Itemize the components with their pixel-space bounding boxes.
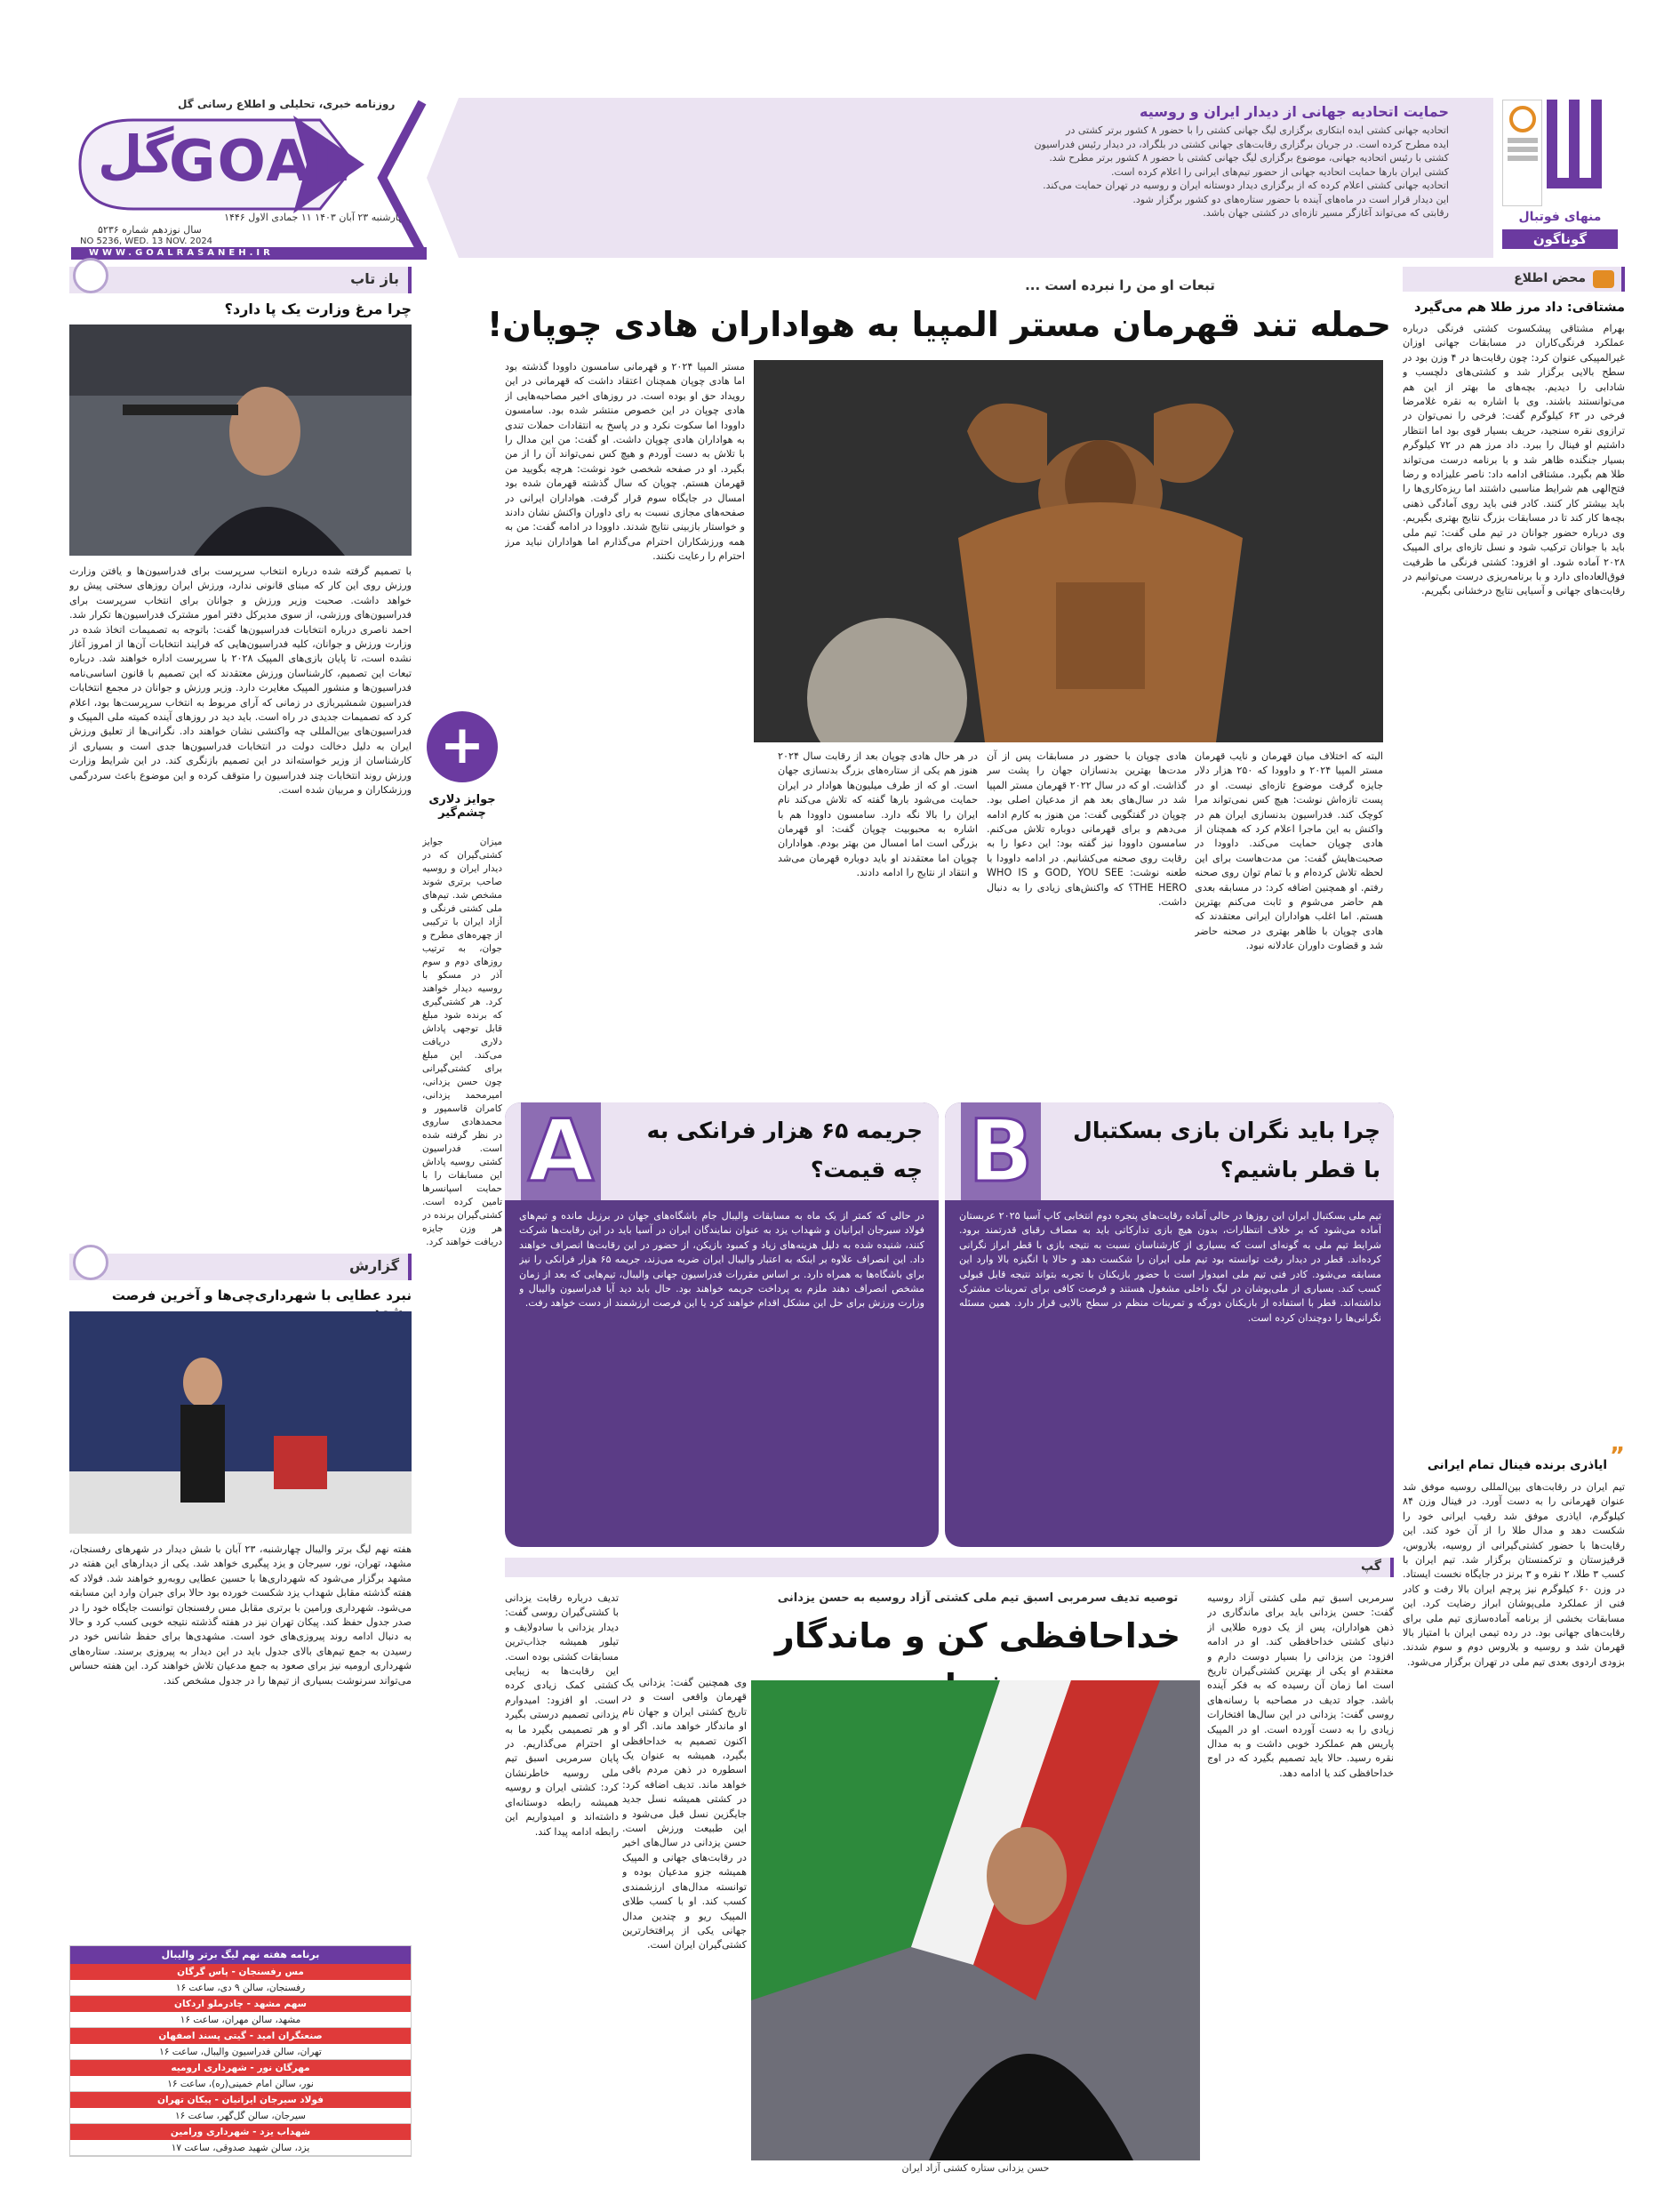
- left-bottom-photo: [69, 1311, 412, 1534]
- main-body-col3: هادی چوپان با حضور در مسابقات پس از آن مدت‌ها بهترین بدنسازان جهان را پشت سر گذاشت. او که در سال ۲۰۲۲ قهرمان مستر المپیا شد در سال‌های بعد هم از مدعیان اصلی بود. چوپان در گفتگویی گفت: من هنوز به کارم ادامه می‌دهم و برای قهرمانی دوباره تلاش می‌کنم. سامسون داوودا نیز گفته بود: این دعوا را به رقابت روی صحنه می‌کشانیم. در ادامه داوودا با طعنه نوشت: GOD, YOU SEE و WHO IS THE HERO؟ که واکنش‌های زیادی را به دنبال داشت.: [987, 750, 1187, 909]
- sponsor-block[interactable]: [1502, 100, 1618, 251]
- left-top-body: با تصمیم گرفته شده درباره انتخاب سرپرست برای فدراسیون‌ها و یافتن وزارت ورزش روی این کار که مبنای قانونی ندارد، ورزش ایران روزهای سختی پیش رو خواهد داشت. صحبت وزیر ورزش و جوانان برای انتخاب سرپرست برای فدراسیون‌های ورزشی، از سوی مدیرکل دفتر امور مشترک فدراسیون‌ها تکرار شد. احمد ناصری درباره انتخابات فدراسیون‌ها گفت: باتوجه به تصمیمات اتخاذ شده در وزارت ورزش و جوانان، کلیه فدراسیون‌هایی که فرایند انتخابات آن‌ها از امروز آغاز نشده است، تا پایان بازی‌های المپیک ۲۰۲۸ با سرپرست اداره خواهند شد. درباره تبعات این تصمیم، کارشناسان ورزش معتقدند که این تصمیم با قانون اساسی‌نامه فدراسیون‌ها و منشور المپیک مغایرت دارد. وزیر ورزش و جوانان در مجمع انتخابات فدراسیون شمشیربازی در زمانی که آرای مربوط به انتخاب سرپرست‌ها بود، اعلام کرد که تصمیمات جدیدی در راه است. باید دید در روزهای آینده کمیته ملی المپیک و فدراسیون‌های بین‌المللی چه واکنشی نشان خواهند داد. نگرانی‌ها از تعلیق ورزش ایران به دلیل دخالت دولت در انتخابات فدراسیون‌ها جدی است و بسیاری از کارشناسان از وزیر خواسته‌اند در این تصمیم بازنگری کند. در این شرایط وزارت ورزش روند انتخابات چند فدراسیون را متوقف کرده و این موضوع باعث سردرگمی ورزشکاران و مربیان شده است.: [69, 565, 412, 797]
- story-a-letter: A: [521, 1102, 601, 1200]
- website-url: WWW.GOALRASANEH.IR: [89, 248, 274, 258]
- issue-meta: سال نوزدهم شماره ۵۲۳۶: [98, 224, 202, 236]
- left-bottom-title: نبرد عطایی با شهرداری‌چی‌ها و آخرین فرصت: [111, 1287, 412, 1303]
- schedule-match: سهم مشهد - چادرملو اردکان: [70, 1996, 411, 2012]
- schedule-match: صنعتگران امید - گیتی پسند اصفهان: [70, 2028, 411, 2044]
- plus-icon: +: [427, 711, 498, 782]
- headline-box-lines: [747, 124, 1449, 220]
- plus-column: [422, 711, 502, 1627]
- schedule-time: تهران، سالن فدراسیون والیبال، ساعت ۱۶: [70, 2044, 411, 2060]
- schedule-time: یزد، سالن شهید صدوقی، ساعت ۱۷: [70, 2140, 411, 2156]
- gap-title: خداحافظی کن و ماندگار: [774, 1616, 1181, 1655]
- headline-box[interactable]: [738, 98, 1458, 258]
- headline-box-line: کشتی با رئیس اتحادیه جهانی، موضوع برگزاری لیگ جهانی کشتی با حضور ۸ کشور برتر مطرح شد.: [1049, 152, 1449, 164]
- headline-box-line: ایده مطرح کرده است. در جریان برگزاری رقابت‌های جهانی کشتی در بلگراد، در دیدار رئیس فدراسیون: [1034, 138, 1449, 150]
- issue-date: چهارشنبه ۲۳ آبان ۱۴۰۳ ۱۱ جمادی الاول ۱۴۴۶: [224, 212, 409, 223]
- sponsor-mark: [1547, 100, 1618, 206]
- gap-label: گپ: [1361, 1559, 1381, 1574]
- schedule-match: مس رفسنجان - پاس گرگان: [70, 1964, 411, 1980]
- gap-header[interactable]: [505, 1558, 1394, 1577]
- tagline: روزنامه خبری، تحلیلی و اطلاع رسانی گل: [178, 98, 396, 110]
- right-body-2: تیم ایران در رقابت‌های بین‌المللی روسیه موفق شد عنوان قهرمانی را به دست آورد. در فینال وزن ۸۴ کیلوگرم، ایاذری موفق شد رقیب ایرانی خود را شکست دهد و مدال طلا را از آن خود کند. این رقابت‌ها با حضور کشتی‌گیرانی از روسیه، بلاروس، قرقیزستان و ترکمنستان برگزار شد. تیم ایران با کسب ۳ طلا، ۲ نقره و ۳ برنز در جایگاه نخست ایستاد. در وزن ۶۰ کیلوگرم نیز پرچم ایران بالا رفت و کادر فنی از عملکرد ملی‌پوشان ابراز رضایت کرد. این مسابقات بخشی از برنامه آماده‌سازی تیم ملی برای رقابت‌های جهانی بود. در رده تیمی ایران با امتیاز بالا قهرمان شد و روسیه و بلاروس دوم و سوم شدند. بزودی اردوی بعدی تیم ملی در تهران برگزار می‌شود.: [1403, 1481, 1625, 1668]
- headline-box-line: این دیدار قرار است در ماه‌های آینده با حضور ستاره‌های دو کشور برگزار شود.: [1132, 193, 1449, 205]
- left-top-header[interactable]: [69, 267, 412, 293]
- section-tag[interactable]: [1403, 267, 1625, 292]
- story-a[interactable]: [505, 1102, 939, 1547]
- masthead: [0, 0, 1680, 267]
- gap-col2: وی همچنین گفت: یزدانی یک قهرمان واقعی است و در تاریخ کشتی ایران و جهان نام او ماندگار خواهد ماند. اگر او اکنون تصمیم به خداحافظی بگیرد، همیشه به عنوان یک اسطوره در ذهن مردم باقی خواهد ماند. تدیف اضافه کرد: در کشتی همیشه نسل جدید جایگزین نسل قبل می‌شود و این طبیعت ورزش است. حسن یزدانی در سال‌های اخیر در رقابت‌های جهانی و المپیک همیشه جزو مدعیان بوده و توانسته مدال‌های ارزشمندی کسب کند. او با کسب طلای المپیک ریو و چندین مدال جهانی یکی از پرافتخارترین کشتی‌گیران ایران است.: [622, 1677, 747, 1952]
- sponsor-logo: [1502, 100, 1542, 206]
- plus-body: میزان جوایز کشتی‌گیران که در دیدار ایران و روسیه صاحب برتری شوند مشخص شد. تیم‌های ملی کشتی فرنگی و آزاد ایران با ترکیبی از چهره‌های مطرح و جوان، به ترتیب روزهای دوم و سوم آذر در مسکو با روسیه دیدار خواهند کرد. هر کشتی‌گیری که برنده شود مبلغ قابل توجهی پاداش دلاری دریافت می‌کند. این مبلغ برای کشتی‌گیرانی چون حسن یزدانی، امیرمحمد یزدانی، کامران قاسمپور و محمدهادی ساروی در نظر گرفته شده است. فدراسیون کشتی روسیه پاداش این مسابقات را با حمایت اسپانسرها تامین کرده است. کشتی‌گیران برنده در هر وزن جایزه دریافت خواهند کرد.: [422, 837, 502, 1247]
- left-top-title: چرا مرغ وزارت یک پا دارد؟: [224, 301, 412, 317]
- gap-caption: حسن یزدانی ستاره کشتی آزاد ایران: [901, 2162, 1050, 2174]
- image-icon: [73, 258, 108, 293]
- gap-kicker: توصیه تدیف سرمربی اسبق تیم ملی کشتی آزاد روسیه به حسن یزدانی: [777, 1591, 1179, 1605]
- schedule-time: سیرجان، سالن گل‌گهر، ساعت ۱۶: [70, 2108, 411, 2124]
- headline-box-title: حمایت اتحادیه جهانی از دیدار ایران و روسیه: [1140, 103, 1449, 120]
- bullhorn-icon: [1593, 270, 1614, 288]
- main-body-col2: البته که اختلاف میان قهرمان و نایب قهرمان مستر المپیا ۲۰۲۴ و داوودا که ۲۵۰ هزار دلار جایزه گرفت موضوع تازه‌ای نیست. او در پست تازه‌اش نوشت: هیچ کس نمی‌تواند مرا کوچک کند. فدراسیون بدنسازی ایران هم در واکنش به این ماجرا اعلام کرد که همچنان از هادی چوپان حمایت می‌کند. داوودا در صحبت‌هایش گفت: من مدت‌هاست برای این لحظه تلاش کرده‌ام و با تمام توان روی صحنه رفتم. او همچنین اضافه کرد: در مسابقه بعدی هم حاضر می‌شوم و ثابت می‌کنم بهترین هستم. اما اغلب هواداران ایرانی معتقدند که هادی چوپان با ظاهر بهتری در صحنه حاضر شد و قضاوت داوران عادلانه نبود.: [1195, 750, 1383, 952]
- right-column: [1403, 267, 1625, 1547]
- logo-text: GOAL: [169, 129, 350, 195]
- left-bottom-section: [69, 1254, 412, 2178]
- story-b[interactable]: [945, 1102, 1394, 1547]
- chevron-decor: [373, 98, 427, 258]
- story-b-title: چرا باید نگران بازی بسکتبال با قطر باشیم؟: [1073, 1118, 1380, 1182]
- headline-box-line: اتحادیه جهانی کشتی اعلام کرده که از برگزاری دیدار دوستانه ایران و روسیه در تهران حمایت می‌کند.: [1043, 180, 1449, 191]
- schedule-time: رفسنجان، سالن ۹ دی، ساعت ۱۶: [70, 1980, 411, 1996]
- main-photo: [754, 360, 1383, 742]
- quote-icon: ”: [1609, 1443, 1625, 1470]
- headline-box-line: کشتی ایران بارها حمایت اتحادیه جهانی از حضور تیم‌های ایرانی را اعلام کرده است.: [1111, 165, 1449, 178]
- story-a-body: در حالی که کمتر از یک ماه به مسابقات والیبال جام باشگاه‌های جهان در برزیل مانده و تیم‌های فولاد سیرجان ایرانیان و شهداب یزد به عنوان نمایندگان ایران در آسیا باید در این رقابت‌ها شرکت کنند، شنیده شده به دلیل هزینه‌های زیاد و کمبود بازیکن، از حضور در این رقابت‌ها انصراف خواهند داد. این انصراف علاوه بر اینکه به اعتبار والیبال ایران ضربه می‌زند، جریمه ۶۵ هزار فرانکی را نیز برای باشگاه‌ها به همراه دارد. بر اساس مقررات فدراسیون جهانی والیبال، تیم‌هایی که بعد از زمان مشخص انصراف دهند ملزم به پرداخت جریمه خواهند بود. حال باید دید آیا فدراسیون والیبال و وزارت ورزش برای حل این مشکل اقدام خواهند کرد یا این فرصت ارزشمند از دست خواهد رفت.: [519, 1210, 924, 1310]
- schedule-time: نور، سالن امام خمینی(ره)، ساعت ۱۶: [70, 2076, 411, 2092]
- left-bottom-header[interactable]: [69, 1254, 412, 1280]
- right-title: مشتاقی: داد مرز طلا هم می‌گیرد: [1413, 301, 1625, 315]
- goal-logo[interactable]: [71, 102, 364, 227]
- document-icon: [73, 1245, 108, 1280]
- bodybuilder-figure: [754, 360, 1383, 742]
- gap-photo: [751, 1680, 1200, 2160]
- gap-col1: سرمربی اسبق تیم ملی کشتی آزاد روسیه گفت: حسن یزدانی باید برای ماندگاری در ذهن هواداران، پس از یک دوره طلایی از دنیای کشتی خداحافظی کند. او در ادامه افزود: من یزدانی را بسیار دوست دارم و معتقدم او یکی از بهترین کشتی‌گیران تاریخ است اما زمان آن رسیده که به فکر آینده باشد. جواد تدیف در مصاحبه با رسانه‌های روسی گفت: یزدانی در این سال‌ها افتخارات زیادی را به دست آورده است. او در المپیک پاریس هم عملکرد خوبی داشت و به مدال نقره رسید. حالا باید تصمیم بگیرد که در اوج خداحافظی کند یا ادامه دهد.: [1207, 1592, 1394, 1779]
- logo-text-fa: گل: [98, 124, 174, 185]
- plus-title: جوایز دلاری چشم‌گیر: [428, 793, 496, 820]
- schedule-table: [69, 1945, 412, 2157]
- issue-en: NO 5236, WED. 13 NOV. 2024: [80, 236, 213, 246]
- schedule-match: فولاد سیرجان ایرانیان - پیکان تهران: [70, 2092, 411, 2108]
- story-b-body: تیم ملی بسکتبال ایران این روزها در حالی آماده رقابت‌های پنجره دوم انتخابی کاپ آسیا ۲۰۲۵ عربستان آماده می‌شود که بر خلاف انتظارات، بدون هیچ بازی تدارکاتی باید به مصاف رقبای قدرتمند برود. شرایط تیم ملی به گونه‌ای است که بسیاری از کارشناسان نسبت به نتیجه بازی با قطر ابراز نگرانی کرده‌اند. قطر در دیدار رفت توانسته بود تیم ملی ایران را شکست دهد و حالا با انگیزه بالا وارد این مسابقه می‌شود. کادر فنی تیم ملی امیدوار است با حضور بازیکنان با تجربه بتواند نتیجه قابل قبولی کسب کند. بسیاری از ملی‌پوشان در لیگ داخلی مشغول هستند و فرصت کافی برای تمرینات مشترک نداشته‌اند. قطر با استفاده از بازیکنان دورگه و تمرینات منظم در سطح بالایی قرار دارد. همین مسئله نگرانی‌ها را دوچندان کرده است.: [959, 1210, 1381, 1324]
- left-top-photo: [69, 325, 412, 556]
- schedule-title: برنامه هفته نهم لیگ برتر والیبال: [70, 1946, 411, 1964]
- schedule-match: شهداب یزد - شهرداری ورامین: [70, 2124, 411, 2140]
- gap-col3: تدیف درباره رقابت یزدانی با کشتی‌گیران روسی گفت: دیدار یزدانی با سادولایف و تیلور همیشه جذاب‌ترین مسابقات کشتی بوده است. این رقابت‌ها به زیبایی کشتی کمک زیادی کرده است. او افزود: امیدوارم یزدانی تصمیم درستی بگیرد و هر تصمیمی بگیرد ما به او احترام می‌گذاریم. در پایان سرمربی اسبق تیم ملی روسیه خاطرنشان کرد: کشتی ایران و روسیه همیشه رابطه دوستانه‌ای داشته‌اند و امیدواریم این رابطه ادامه پیدا کند.: [505, 1592, 619, 1838]
- headline-box-line: رقابتی که می‌تواند آغازگر مسیر تازه‌ای در کشتی جهان باشد.: [1203, 207, 1449, 219]
- section-tag-label: محض اطلاع: [1514, 271, 1586, 285]
- right-body: بهرام مشتاقی پیشکسوت کشتی فرنگی درباره عملکرد فرنگی‌کاران در مسابقات جهانی اوزان غیرالمپیکی عنوان کرد: چون رقابت‌ها در ۴ وزن بود در سطح بالایی برگزار شد و کشتی‌های دلچسب و شادابی را دیدیم. بچه‌های ما بهتر از این هم می‌توانستند باشند. وی با اشاره به نقره غلامرضا فرخی در ۶۳ کیلوگرم گفت: فرخی را نمی‌توان در ترازوی نقره سنجید، حریف بسیار قوی بود اما انتظار داشتیم او فینال را ببرد. داد مرز هم در ۷۲ کیلوگرم بسیار جنگنده ظاهر شد و با برنامه درست می‌تواند طلا هم بگیرد. مشتاقی ادامه داد: ناصر علیزاده و رضا فتح‌الهی هم شرایط مناسبی داشتند اما ریزه‌کاری‌ها را باید بیشتر کار کنند. کادر فنی باید روی آمادگی ذهنی بچه‌ها کار کند تا در مسابقات بزرگ نتایج بهتری بگیریم. وی درباره حضور جوانان در تیم ملی گفت: تیم ملی باید با جوانان ترکیب شود و نسل تازه‌ای برای المپیک ۲۰۲۸ آماده شود. او افزود: کشتی فرنگی ما ظرفیت فوق‌العاده‌ای دارد و با برنامه‌ریزی درست می‌توانیم در رقابت‌های جهانی و آسیایی نتایج درخشانی بگیریم.: [1403, 323, 1625, 597]
- main-title: حمله تند قهرمان مستر المپیا به هواداران هادی چوپان!: [486, 305, 1391, 344]
- schedule-time: مشهد، سالن مهران، ساعت ۱۶: [70, 2012, 411, 2028]
- sponsor-label-top: منهای فوتبال: [1518, 210, 1602, 224]
- main-body-col4: در هر حال هادی چوپان بعد از رقابت سال ۲۰۲۴ هنوز هم یکی از ستاره‌های بزرگ بدنسازی جهان است. او که از طرف میلیون‌ها هوادار در ایران حمایت می‌شود بارها گفته که تلاش می‌کند نام ایران را بالا نگه دارد. سامسون داوودا هم با اشاره به محبوبیت چوپان گفت: او قهرمان بزرگی است اما امسال من بهتر بودم. هواداران چوپان اما معتقدند او باید دوباره قهرمان می‌شد و انتقاد از نتایج را ادامه دادند.: [778, 750, 978, 879]
- left-top-section: [69, 267, 412, 1200]
- story-b-letter: B: [961, 1102, 1041, 1200]
- main-kicker: تبعات او من را نبرده است ...: [1025, 277, 1215, 293]
- right-title-2: ایاذری برنده فینال تمام ایرانی: [1427, 1458, 1607, 1472]
- left-bottom-section-label: گزارش: [348, 1257, 399, 1274]
- headline-box-line: اتحادیه جهانی کشتی ایده ابتکاری برگزاری لیگ جهانی کشتی را با حضور ۸ کشور برتر کشتی در: [1066, 124, 1449, 136]
- story-a-title: جریمه ۶۵ هزار فرانکی به چه قیمت؟: [646, 1118, 923, 1182]
- left-bottom-body: هفته نهم لیگ برتر والیبال چهارشنبه، ۲۳ آبان با شش دیدار در شهرهای رفسنجان، مشهد، تهران، نور، سیرجان و یزد پیگیری خواهد شد. یکی از دیدارهای این هفته در مشهد برگزار می‌شود که شهرداری‌ها با حسین عطایی روبه‌رو خواهند شد. فولاد که هفته گذشته مقابل شهداب یزد شکست خورده بود حالا برای جبران وارد این مسابقه می‌شود. شهرداری ورامین با برتری مقابل مس رفسنجان توانست جایگاه خود را در صدر جدول حفظ کند. پیکان تهران نیز در هفته گذشته نتیجه خوبی کسب کرد و حالا به دنبال ادامه روند پیروزی‌های خود است. مشهدی‌ها برای حفظ شانس خود در رسیدن به جمع تیم‌های بالای جدول باید در این دیدار به پیروزی برسند. ستاره‌های شهرداری ارومیه نیز برای صعود به جمع مدعیان تلاش خواهند کرد. این هفته حساس می‌تواند سرنوشت بسیاری از تیم‌ها را در جدول مشخص کند.: [69, 1543, 412, 1687]
- main-body-col1: مستر المپیا ۲۰۲۴ و قهرمانی سامسون داوودا گذشته بود اما هادی چوپان همچنان اعتقاد داشت که قهرمانی در این رویداد حق او بوده است. در روزهای اخیر مصاحبه‌هایی از هادی چوپان در این خصوص منتشر شده بود. سامسون داوودا اما سکوت نکرد و در پاسخ به انتقادات حملات تندی به هواداران هادی چوپان داشت. او گفت: من این مدال را با تلاش به دست آوردم و هیچ کس نمی‌تواند آن را از من بگیرد. او در صفحه شخصی خود نوشت: هرچه بگویید من قهرمان هستم. چوپان که سال گذشته قهرمان شده بود امسال در جایگاه سوم قرار گرفت. هواداران ایرانی در صفحه‌های مجازی نسبت به رای داوران واکنش نشان دادند و خواستار بازبینی نتایج شدند. داوودا در ادامه گفت: من به همه ورزشکاران احترام می‌گذارم اما هواداران نباید مرز احترام را رعایت نکنند.: [505, 361, 745, 563]
- schedule-match: مهرگان نور - شهرداری ارومیه: [70, 2060, 411, 2076]
- left-top-section-label: باز تاب: [350, 270, 399, 287]
- sponsor-label-bottom: گوناگون: [1502, 229, 1618, 249]
